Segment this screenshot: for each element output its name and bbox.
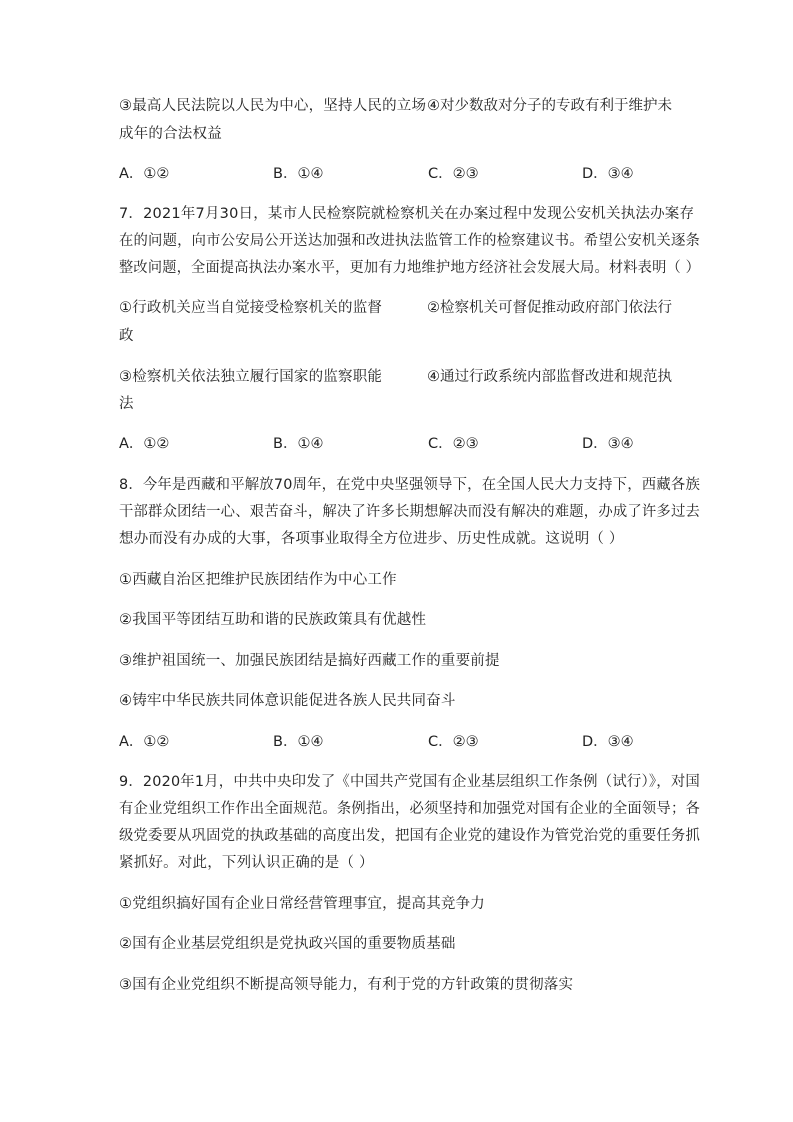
q7-item-4: ④通过行政系统内部监督改进和规范执	[427, 369, 672, 385]
q8-stem-line-1: 8．今年是西藏和平解放70周年，在党中央坚强领导下，在全国人民大力支持下，西藏各族	[119, 477, 701, 493]
q6-option-d[interactable]: D．③④	[582, 166, 634, 182]
q6-option-a[interactable]: A．①②	[119, 166, 170, 182]
q7-item-1: ①行政机关应当自觉接受检察机关的监督	[119, 300, 383, 316]
q8-option-c[interactable]: C．②③	[428, 734, 479, 750]
q8-stem-line-3: 想办而没有办成的大事，各项事业取得全方位进步、历史性成就。这说明（ ）	[119, 531, 624, 547]
q8-option-b[interactable]: B．①④	[273, 734, 324, 750]
q7-item-2: ②检察机关可督促推动政府部门依法行	[427, 300, 672, 316]
q6-item-3: ③最高人民法院以人民为中心，坚持人民的立场	[119, 98, 427, 114]
q9-stem-line-3: 级党委要从巩固党的执政基础的高度出发，把国有企业党的建设作为管党治党的重要任务抓	[119, 828, 701, 844]
q9-stem-line-1: 9．2020年1月，中共中央印发了《中国共产党国有企业基层组织工作条例（试行）》，对国	[119, 774, 700, 790]
q7-stem-line-3: 整改问题，全面提高执法办案水平，更加有力地维护地方经济社会发展大局。材料表明（ ）	[119, 260, 701, 276]
q9-item-1: ①党组织搞好国有企业日常经营管理事宜，提高其竞争力	[119, 896, 485, 912]
q6-item-4: ④对少数敌对分子的专政有利于维护未	[427, 98, 672, 114]
q8-item-2: ②我国平等团结互助和谐的民族政策具有优越性	[119, 612, 427, 628]
q6-option-c[interactable]: C．②③	[428, 166, 479, 182]
q8-item-4: ④铸牢中华民族共同体意识能促进各族人民共同奋斗	[119, 693, 456, 709]
q8-item-3: ③维护祖国统一、加强民族团结是搞好西藏工作的重要前提	[119, 653, 500, 669]
q7-stem-line-1: 7．2021年7月30日，某市人民检察院就检察机关在办案过程中发现公安机关执法办案存	[119, 206, 695, 222]
q7-item-2-cont: 政	[119, 328, 134, 344]
q6-option-b[interactable]: B．①④	[273, 166, 324, 182]
q8-item-1: ①西藏自治区把维护民族团结作为中心工作	[119, 572, 397, 588]
q8-option-d[interactable]: D．③④	[582, 734, 634, 750]
q7-option-a[interactable]: A．①②	[119, 436, 170, 452]
q7-option-b[interactable]: B．①④	[273, 436, 324, 452]
q7-item-4-cont: 法	[119, 396, 134, 412]
q9-stem-line-4: 紧抓好。对此，下列认识正确的是（ ）	[119, 855, 374, 871]
q8-stem-line-2: 干部群众团结一心、艰苦奋斗，解决了许多长期想解决而没有解决的难题，办成了许多过去	[119, 504, 701, 520]
q7-option-d[interactable]: D．③④	[582, 436, 634, 452]
q7-option-c[interactable]: C．②③	[428, 436, 479, 452]
q7-item-3: ③检察机关依法独立履行国家的监察职能	[119, 369, 383, 385]
q7-stem-line-2: 在的问题，向市公安局公开送达加强和改进执法监管工作的检察建议书。希望公安机关逐条	[119, 233, 701, 249]
q6-item-4-cont: 成年的合法权益	[119, 126, 222, 142]
q9-stem-line-2: 有企业党组织工作作出全面规范。条例指出，必须坚持和加强党对国有企业的全面领导；各	[119, 801, 701, 817]
q9-item-3: ③国有企业党组织不断提高领导能力，有利于党的方针政策的贯彻落实	[119, 977, 574, 993]
q9-item-2: ②国有企业基层党组织是党执政兴国的重要物质基础	[119, 936, 456, 952]
q8-option-a[interactable]: A．①②	[119, 734, 170, 750]
